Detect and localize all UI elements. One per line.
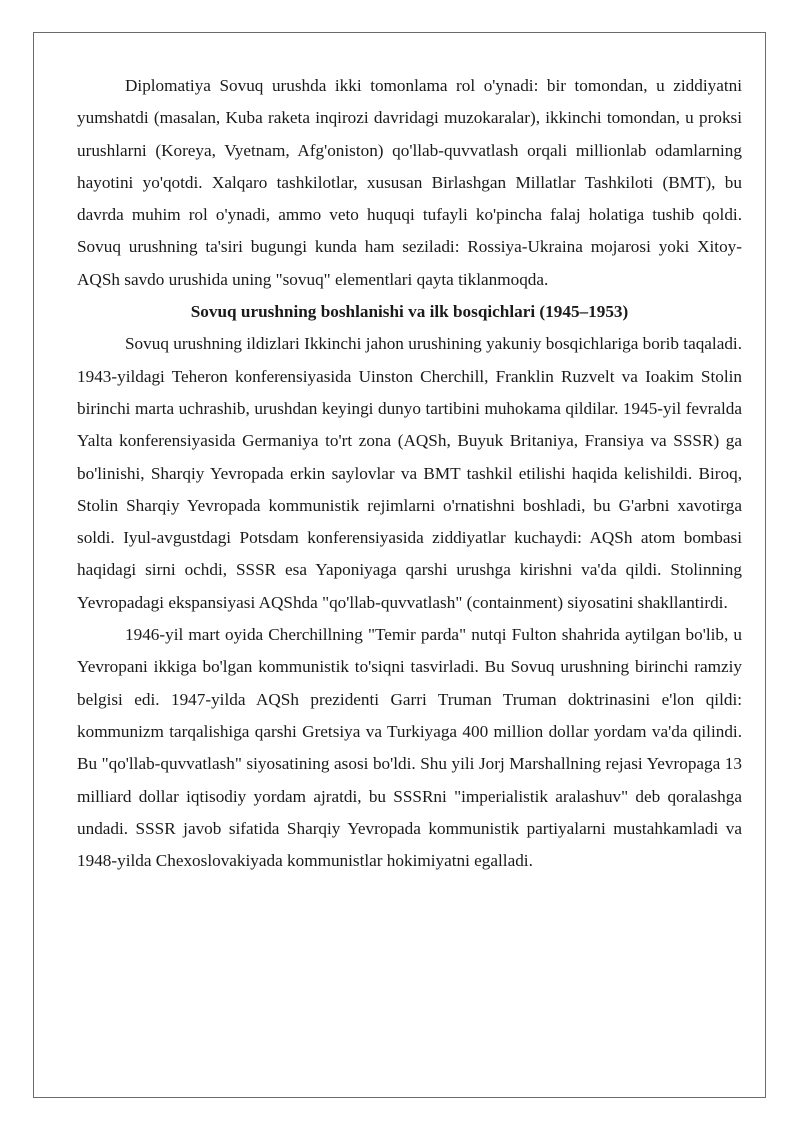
document-body [77,70,742,877]
paragraph-diplomacy: Diplomatiya Sovuq urushda ikki tomonlama rol o'ynadi: bir tomondan, u ziddiyatni yumshatdi (masalan, Kuba raketa inqirozi davridagi muzokaralar), ikkinchi tomondan, u proksi urushlarni (Koreya, Vyetnam, Afg'oniston) qo'llab-quvvatlash orqali millionlab odamlarning hayotini yo'qotdi. Xalqaro tashkilotlar, xususan Birlashgan Millatlar Tashkiloti (BMT), bu davrda muhim rol o'ynadi, ammo veto huquqi tufayli ko'pincha falaj holatiga tushib qoldi. Sovuq urushning ta'siri bugungi kunda ham seziladi: Rossiya-Ukraina mojarosi yoki Xitoy-AQSh savdo urushida uning "sovuq" elementlari qayta tiklanmoqda. [77,76,742,289]
paragraph-origins: Sovuq urushning ildizlari Ikkinchi jahon urushining yakuniy bosqichlariga borib taqaladi. 1943-yildagi Teheron konferensiyasida Uinston Cherchill, Franklin Ruzvelt va Ioakim Stolin birinchi marta uchrashib, urushdan keyingi dunyo tartibini muhokama qildilar. 1945-yil fevralda Yalta konferensiyasida Germaniya to'rt zona (AQSh, Buyuk Britaniya, Fransiya va SSSR) ga bo'linishi, Sharqiy Yevropada erkin saylovlar va BMT tashkil etilishi haqida kelishildi. Biroq, Stolin Sharqiy Yevropada kommunistik rejimlarni o'rnatishni boshladi, bu G'arbni xavotirga soldi. Iyul-avgustdagi Potsdam konferensiyasida ziddiyatlar kuchaydi: AQSh atom bombasi haqidagi sirni ochdi, SSSR esa Yaponiyaga qarshi urushga kirishni va'da qildi. Stolinning Yevropadagi ekspansiyasi AQShda "qo'llab-quvvatlash" (containment) siyosatini shakllantirdi. [77,334,742,612]
paragraph-iron-curtain: 1946-yil mart oyida Cherchillning "Temir parda" nutqi Fulton shahrida aytilgan bo'lib, u Yevropani ikkiga bo'lgan kommunistik to'siqni tasvirladi. Bu Sovuq urushning birinchi ramziy belgisi edi. 1947-yilda AQSh prezidenti Garri Truman Truman doktrinasini e'lon qildi: kommunizm tarqalishiga qarshi Gretsiya va Turkiyaga 400 million dollar yordam va'da qilindi. Bu "qo'llab-quvvatlash" siyosatining asosi bo'ldi. Shu yili Jorj Marshallning rejasi Yevropaga 13 milliard dollar iqtisodiy yordam ajratdi, bu SSSRni "imperialistik aralashuv" deb qoralashga undadi. SSSR javob sifatida Sharqiy Yevropada kommunistik partiyalarni mustahkamladi va 1948-yilda Chexoslovakiyada kommunistlar hokimiyatni egalladi. [77,625,742,871]
section-heading: Sovuq urushning boshlanishi va ilk bosqichlari (1945–1953) [190,302,629,322]
